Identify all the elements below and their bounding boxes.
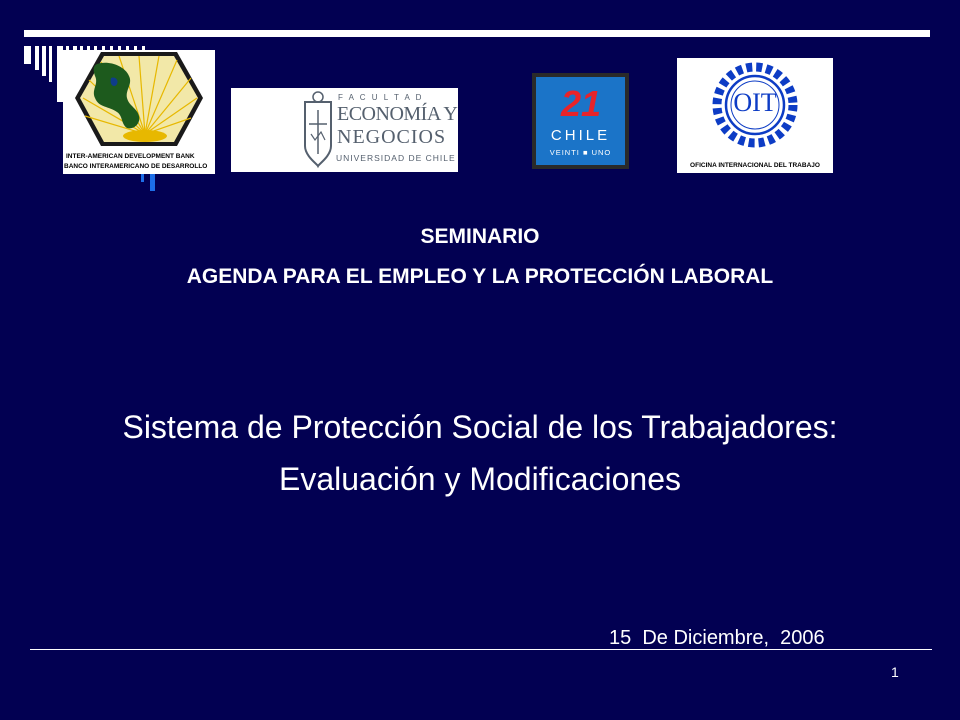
top-rule — [24, 30, 930, 37]
fen-line1: ECONOMÍA Y — [337, 103, 458, 125]
chile21-line2: VEINTI ■ UNO — [549, 148, 612, 157]
oit-logo — [677, 58, 833, 173]
fen-facultad-label: F A C U L T A D — [338, 93, 424, 102]
chile21-mark: 21 — [560, 83, 602, 124]
bid-label-line1: INTER-AMERICAN DEVELOPMENT BANK — [66, 153, 195, 160]
seminar-label: SEMINARIO — [420, 225, 540, 248]
decor-stripe-blue — [150, 172, 155, 191]
decor-stripe — [24, 46, 31, 64]
chile21-line1: CHILE — [550, 127, 611, 144]
decor-stripe — [49, 46, 52, 82]
seminar-title: AGENDA PARA EL EMPLEO Y LA PROTECCIÓN LABORAL — [186, 265, 774, 288]
presentation-date: 15 De Diciembre, 2006 — [609, 627, 825, 649]
slide-number: 1 — [891, 664, 899, 680]
fen-line3: UNIVERSIDAD DE CHILE — [336, 153, 456, 163]
oit-caption: OFICINA INTERNACIONAL DEL TRABAJO — [690, 162, 820, 169]
bid-label-line2: BANCO INTERAMERICANO DE DESARROLLO — [64, 163, 208, 170]
presentation-title-line2: Evaluación y Modificaciones — [279, 461, 681, 497]
chile21-logo — [532, 73, 629, 169]
bottom-rule — [30, 649, 932, 650]
oit-mark: OIT — [733, 88, 777, 117]
decor-stripe — [42, 46, 46, 76]
decor-stripe — [35, 46, 39, 70]
fen-line2: NEGOCIOS — [337, 126, 447, 148]
presentation-title-line1: Sistema de Protección Social de los Trabajadores: — [122, 409, 838, 445]
decor-stripe-blue — [141, 174, 144, 182]
